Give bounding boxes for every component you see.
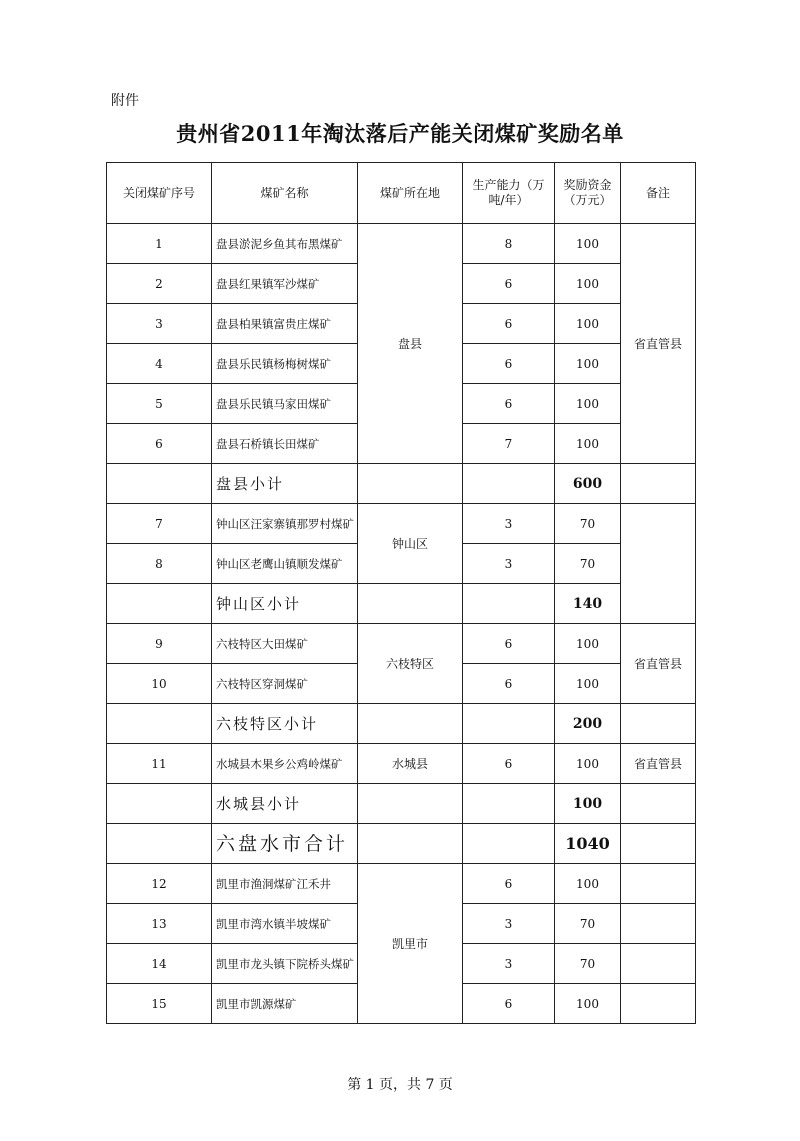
row-reward: 100 <box>555 624 621 664</box>
row-seq: 12 <box>107 864 212 904</box>
row-name: 钟山区汪家寨镇那罗村煤矿 <box>212 504 358 544</box>
row-name: 盘县乐民镇马家田煤矿 <box>212 384 358 424</box>
row-capacity: 6 <box>463 984 555 1024</box>
header-name: 煤矿名称 <box>212 163 358 224</box>
row-capacity: 6 <box>463 264 555 304</box>
table-header-row <box>107 163 696 224</box>
row-name: 盘县红果镇军沙煤矿 <box>212 264 358 304</box>
row-name: 凯里市湾水镇半坡煤矿 <box>212 904 358 944</box>
table-row <box>107 864 696 904</box>
row-reward: 100 <box>555 304 621 344</box>
row-reward: 70 <box>555 504 621 544</box>
remark-cell <box>621 864 696 904</box>
row-seq: 4 <box>107 344 212 384</box>
row-capacity: 6 <box>463 384 555 424</box>
row-name: 水城县木果乡公鸡岭煤矿 <box>212 744 358 784</box>
page-footer: 第 1 页，共 7 页 <box>347 1077 453 1093</box>
subtotal-row <box>107 784 696 824</box>
subtotal-amount: 100 <box>555 784 621 824</box>
table-row <box>107 624 696 664</box>
subtotal-row <box>107 584 696 624</box>
row-capacity: 6 <box>463 344 555 384</box>
row-capacity: 3 <box>463 504 555 544</box>
subtotal-amount: 200 <box>555 704 621 744</box>
row-seq: 13 <box>107 904 212 944</box>
row-name: 六枝特区大田煤矿 <box>212 624 358 664</box>
location-cell: 钟山区 <box>358 504 463 584</box>
total-amount: 1040 <box>555 824 621 864</box>
row-capacity: 3 <box>463 904 555 944</box>
row-reward: 100 <box>555 424 621 464</box>
row-seq: 14 <box>107 944 212 984</box>
row-reward: 100 <box>555 664 621 704</box>
row-reward: 100 <box>555 984 621 1024</box>
row-name: 盘县柏果镇富贵庄煤矿 <box>212 304 358 344</box>
row-name: 钟山区老鹰山镇顺发煤矿 <box>212 544 358 584</box>
row-reward: 100 <box>555 864 621 904</box>
attachment-label: 附件 <box>111 93 139 109</box>
subtotal-label: 水城县小计 <box>212 784 358 824</box>
row-seq: 7 <box>107 504 212 544</box>
row-name: 凯里市凯源煤矿 <box>212 984 358 1024</box>
row-name: 盘县乐民镇杨梅树煤矿 <box>212 344 358 384</box>
remark-cell <box>621 904 696 944</box>
remark-cell <box>621 984 696 1024</box>
row-seq: 15 <box>107 984 212 1024</box>
subtotal-row <box>107 464 696 504</box>
total-label: 六盘水市合计 <box>212 824 358 864</box>
header-seq: 关闭煤矿序号 <box>107 163 212 224</box>
table-row <box>107 224 696 264</box>
row-seq: 5 <box>107 384 212 424</box>
subtotal-amount: 600 <box>555 464 621 504</box>
row-capacity: 6 <box>463 744 555 784</box>
subtotal-label: 盘县小计 <box>212 464 358 504</box>
row-reward: 70 <box>555 944 621 984</box>
row-capacity: 6 <box>463 664 555 704</box>
row-seq: 6 <box>107 424 212 464</box>
location-cell: 水城县 <box>358 744 463 784</box>
location-cell: 六枝特区 <box>358 624 463 704</box>
row-reward: 100 <box>555 224 621 264</box>
remark-cell: 省直管县 <box>621 224 696 464</box>
subtotal-label: 六枝特区小计 <box>212 704 358 744</box>
row-reward: 100 <box>555 344 621 384</box>
row-capacity: 6 <box>463 624 555 664</box>
row-seq: 8 <box>107 544 212 584</box>
row-capacity: 6 <box>463 864 555 904</box>
row-reward: 100 <box>555 384 621 424</box>
header-remark: 备注 <box>621 163 696 224</box>
row-name: 凯里市渔洞煤矿江禾井 <box>212 864 358 904</box>
row-seq: 10 <box>107 664 212 704</box>
header-capacity: 生产能力（万吨/年） <box>463 163 555 224</box>
header-reward: 奖励资金（万元） <box>555 163 621 224</box>
row-capacity: 7 <box>463 424 555 464</box>
header-location: 煤矿所在地 <box>358 163 463 224</box>
remark-cell: 省直管县 <box>621 624 696 704</box>
row-name: 盘县淤泥乡鱼其布黑煤矿 <box>212 224 358 264</box>
remark-cell <box>621 504 696 624</box>
row-capacity: 3 <box>463 944 555 984</box>
table-row <box>107 744 696 784</box>
remark-cell <box>621 944 696 984</box>
total-row <box>107 824 696 864</box>
subtotal-label: 钟山区小计 <box>212 584 358 624</box>
row-reward: 70 <box>555 904 621 944</box>
row-capacity: 3 <box>463 544 555 584</box>
row-capacity: 8 <box>463 224 555 264</box>
location-cell: 盘县 <box>358 224 463 464</box>
row-reward: 70 <box>555 544 621 584</box>
table-row <box>107 504 696 544</box>
location-cell: 凯里市 <box>358 864 463 1024</box>
row-reward: 100 <box>555 264 621 304</box>
row-name: 凯里市龙头镇下院桥头煤矿 <box>212 944 358 984</box>
row-seq: 11 <box>107 744 212 784</box>
row-seq: 1 <box>107 224 212 264</box>
reward-table <box>106 162 696 1024</box>
row-seq: 9 <box>107 624 212 664</box>
row-name: 六枝特区穿洞煤矿 <box>212 664 358 704</box>
subtotal-row <box>107 704 696 744</box>
remark-cell: 省直管县 <box>621 744 696 784</box>
row-seq: 3 <box>107 304 212 344</box>
row-name: 盘县石桥镇长田煤矿 <box>212 424 358 464</box>
page-title: 贵州省2011年淘汰落后产能关闭煤矿奖励名单 <box>176 121 624 146</box>
row-seq: 2 <box>107 264 212 304</box>
row-reward: 100 <box>555 744 621 784</box>
subtotal-amount: 140 <box>555 584 621 624</box>
row-capacity: 6 <box>463 304 555 344</box>
